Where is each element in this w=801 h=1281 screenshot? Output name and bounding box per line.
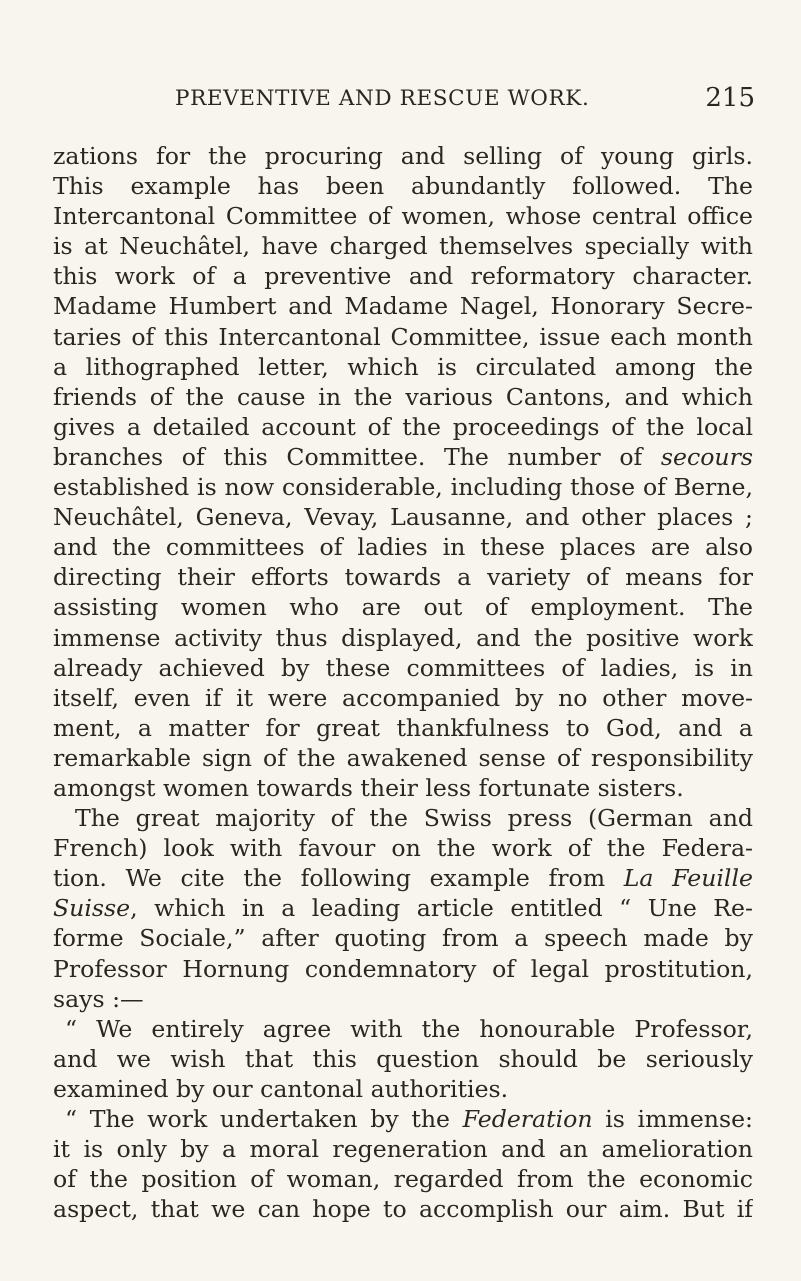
- text-line: and we wish that this question should be seriously: [53, 1044, 753, 1073]
- text-line: a lithographed letter, which is circulated among the: [53, 352, 753, 381]
- text-line: established is now considerable, including those of Berne,: [53, 473, 753, 502]
- text-line: [53, 1104, 753, 1134]
- text-line: Madame Humbert and Madame Nagel, Honorary Secre-: [53, 292, 753, 321]
- text-line: directing their efforts towards a variety of means for: [53, 563, 753, 592]
- italic-term: secours: [660, 442, 753, 471]
- text-line: itself, even if it were accompanied by no other move-: [53, 683, 753, 712]
- text-line: says :—: [53, 984, 144, 1013]
- text-line: Professor Hornung condemnatory of legal prostitution,: [53, 954, 753, 983]
- text-segment: tion. We cite the following example from: [53, 864, 624, 893]
- text-line: is at Neuchâtel, have charged themselves specially with: [53, 232, 753, 261]
- text-line: immense activity thus displayed, and the positive work: [53, 623, 753, 652]
- text-line: remarkable sign of the awakened sense of responsibility: [53, 743, 753, 772]
- running-head: [175, 83, 755, 126]
- italic-term: La Feuille: [623, 864, 753, 893]
- running-title: PREVENTIVE AND RESCUE WORK.: [175, 86, 590, 111]
- page-number: 215: [705, 83, 755, 113]
- text-line: zations for the procuring and selling of young girls.: [53, 142, 753, 170]
- text-line: ment, a matter for great thankfulness to God, and a: [53, 713, 753, 742]
- text-line: Intercantonal Committee of women, whose central office: [53, 202, 753, 231]
- text-line: amongst women towards their less fortunate sisters.: [53, 773, 684, 802]
- text-line: taries of this Intercantonal Committee, issue each month: [53, 322, 753, 351]
- text-line: Neuchâtel, Geneva, Vevay, Lausanne, and other places ;: [53, 503, 753, 532]
- text-line: gives a detailed account of the proceedings of the local: [53, 412, 753, 441]
- text-segment: branches of this Committee. The number of: [53, 442, 661, 471]
- text-line: it is only by a moral regeneration and an amelioration: [53, 1135, 753, 1164]
- body-text: [53, 141, 753, 1224]
- text-line: [53, 442, 753, 472]
- text-line: This example has been abundantly followed. The: [53, 172, 753, 201]
- text-segment: is immense:: [592, 1105, 753, 1133]
- text-line: aspect, that we can hope to accomplish our aim. But if: [53, 1195, 753, 1224]
- italic-term: Suisse: [53, 894, 131, 923]
- text-segment: “ The work undertaken by the: [65, 1105, 463, 1133]
- text-line: [53, 893, 753, 923]
- text-line: and the committees of ladies in these places are also: [53, 533, 753, 562]
- text-line: [53, 863, 753, 893]
- text-line: The great majority of the Swiss press (German and: [75, 804, 753, 833]
- text-line: forme Sociale,” after quoting from a speech made by: [53, 924, 753, 953]
- text-line: of the position of woman, regarded from the economic: [53, 1165, 753, 1194]
- text-line: friends of the cause in the various Cantons, and which: [53, 382, 753, 411]
- text-line: French) look with favour on the work of the Federa-: [53, 834, 753, 863]
- text-line: this work of a preventive and reformatory character.: [53, 262, 753, 291]
- text-segment: , which in a leading article entitled “ Une Re-: [130, 894, 753, 923]
- italic-term: Federation: [462, 1105, 593, 1133]
- text-line: already achieved by these committees of ladies, is in: [53, 653, 753, 682]
- text-line: “ We entirely agree with the honourable Professor,: [65, 1014, 753, 1043]
- text-line: assisting women who are out of employment. The: [53, 593, 753, 622]
- text-line: examined by our cantonal authorities.: [53, 1074, 509, 1103]
